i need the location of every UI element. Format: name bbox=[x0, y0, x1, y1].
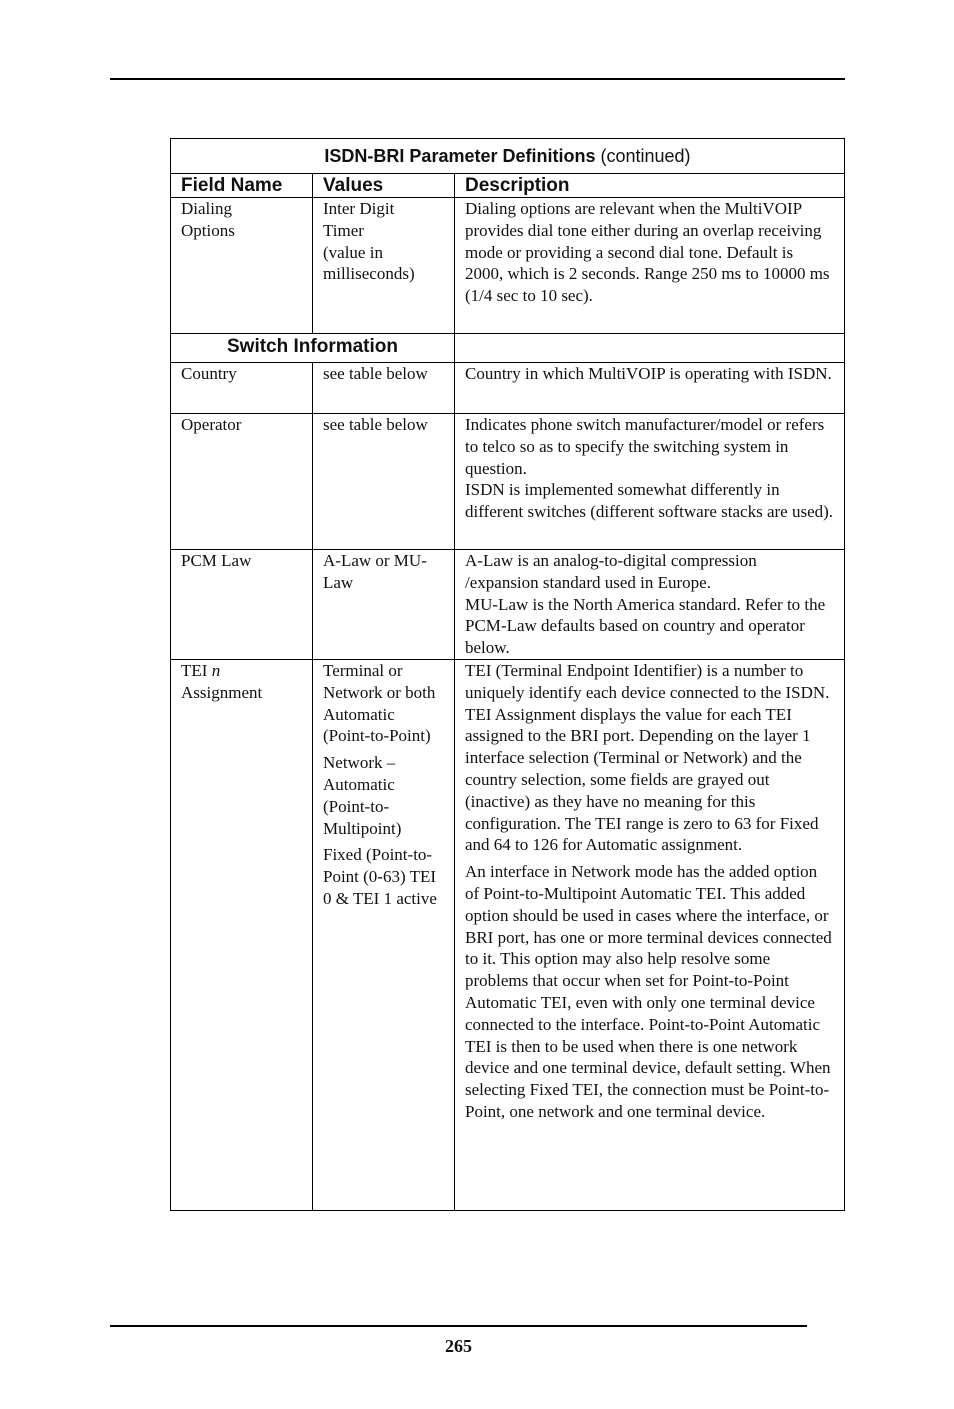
table-row-dialing-options bbox=[171, 198, 845, 334]
value-line: (value in bbox=[323, 242, 383, 262]
field-dialing-options bbox=[171, 198, 313, 334]
field-operator: Operator bbox=[171, 414, 313, 550]
value-line: milliseconds) bbox=[323, 264, 415, 284]
section-empty-cell bbox=[455, 334, 845, 363]
value-line: Inter Digit bbox=[323, 199, 395, 218]
header-field-name: Field Name bbox=[171, 174, 313, 198]
field-dialing-line2: Options bbox=[181, 220, 235, 240]
values-tei-p1: Terminal or Network or both Automatic (Point-to-Point) bbox=[323, 660, 436, 746]
page-number: 265 bbox=[445, 1336, 472, 1356]
description-country: Country in which MultiVOIP is operating with ISDN. bbox=[455, 363, 845, 414]
header-rule bbox=[110, 78, 845, 80]
description-pcm-p2: MU-Law is the North America standard. Refer to the PCM-Law defaults based on country and operator below. bbox=[465, 594, 826, 658]
field-country: Country bbox=[171, 363, 313, 414]
description-operator-p2: ISDN is implemented somewhat differently in different switches (different software stacks are used). bbox=[465, 480, 834, 522]
values-pcm-law: A-Law or MU-Law bbox=[313, 550, 455, 660]
description-tei-p1: TEI (Terminal Endpoint Identifier) is a number to uniquely identify each device connected to the ISDN. TEI Assignment displays the value for each TEI assigned to the BRI port. Depending on the layer 1 interface selection (Terminal or Network) and the country selection, some fields are grayed out (inactive) as they have no meaning for this configuration. The TEI range is zero to 63 for Fixed and 64 to 126 for Automatic assignment. bbox=[465, 660, 830, 855]
table-title bbox=[171, 139, 845, 174]
field-tei-prefix: TEI bbox=[181, 660, 208, 680]
values-tei-assignment bbox=[313, 659, 455, 1210]
header-values: Values bbox=[313, 174, 455, 198]
isdn-bri-parameter-table bbox=[170, 138, 845, 1211]
description-dialing-options: Dialing options are relevant when the MultiVOIP provides dial tone either during an overlap receiving mode or providing a second dial tone. Default is 2000, which is 2 seconds. Range 250 ms to 10000 ms (1/4 sec to 10 sec). bbox=[455, 198, 845, 334]
values-dialing-options bbox=[313, 198, 455, 334]
section-title-switch-information: Switch Information bbox=[171, 334, 455, 363]
field-dialing-line1: Dialing bbox=[181, 199, 232, 218]
field-tei-assignment bbox=[171, 659, 313, 1210]
table-title-bold: ISDN-BRI Parameter Definitions bbox=[324, 146, 596, 167]
value-line: Timer bbox=[323, 220, 364, 240]
description-tei-assignment bbox=[455, 659, 845, 1210]
table-row-country bbox=[171, 363, 845, 414]
footer-rule bbox=[110, 1325, 807, 1327]
values-tei-p2: Network – Automatic (Point-to-Multipoint) bbox=[323, 753, 402, 838]
values-tei-p3: Fixed (Point-to-Point (0-63) TEI 0 & TEI 1 active bbox=[323, 845, 437, 908]
table-row-operator bbox=[171, 414, 845, 550]
description-pcm-p1: A-Law is an analog-to-digital compression /expansion standard used in Europe. bbox=[465, 551, 757, 592]
table-title-row bbox=[171, 139, 845, 174]
description-tei-p2: An interface in Network mode has the added option of Point-to-Multipoint Automatic TEI. This added option should be used in cases where the interface, or BRI port, has one or more terminal devices connected to it. This option may also help resolve some problems that occur when set for Point-to-Point Automatic TEI, even with only one terminal device connected to the interface. Point-to-Point Automatic TEI is then to be used when there is one network device and one terminal device, default setting. When selecting Fixed TEI, the connection must be Point-to-Point, one network and one terminal device. bbox=[465, 862, 832, 1121]
table-row-pcm-law bbox=[171, 550, 845, 660]
table-row-tei-assignment bbox=[171, 659, 845, 1210]
values-operator: see table below bbox=[313, 414, 455, 550]
field-tei-italic: n bbox=[211, 660, 221, 680]
header-description: Description bbox=[455, 174, 845, 198]
description-pcm-law bbox=[455, 550, 845, 660]
column-header-row bbox=[171, 174, 845, 198]
section-row-switch-information bbox=[171, 334, 845, 363]
description-operator-p1: Indicates phone switch manufacturer/model or refers to telco so as to specify the switching system in question. bbox=[465, 415, 825, 478]
description-operator bbox=[455, 414, 845, 550]
field-tei-suffix: Assignment bbox=[181, 682, 263, 702]
field-pcm-law: PCM Law bbox=[171, 550, 313, 660]
values-country: see table below bbox=[313, 363, 455, 414]
table-title-suffix: (continued) bbox=[600, 146, 691, 167]
